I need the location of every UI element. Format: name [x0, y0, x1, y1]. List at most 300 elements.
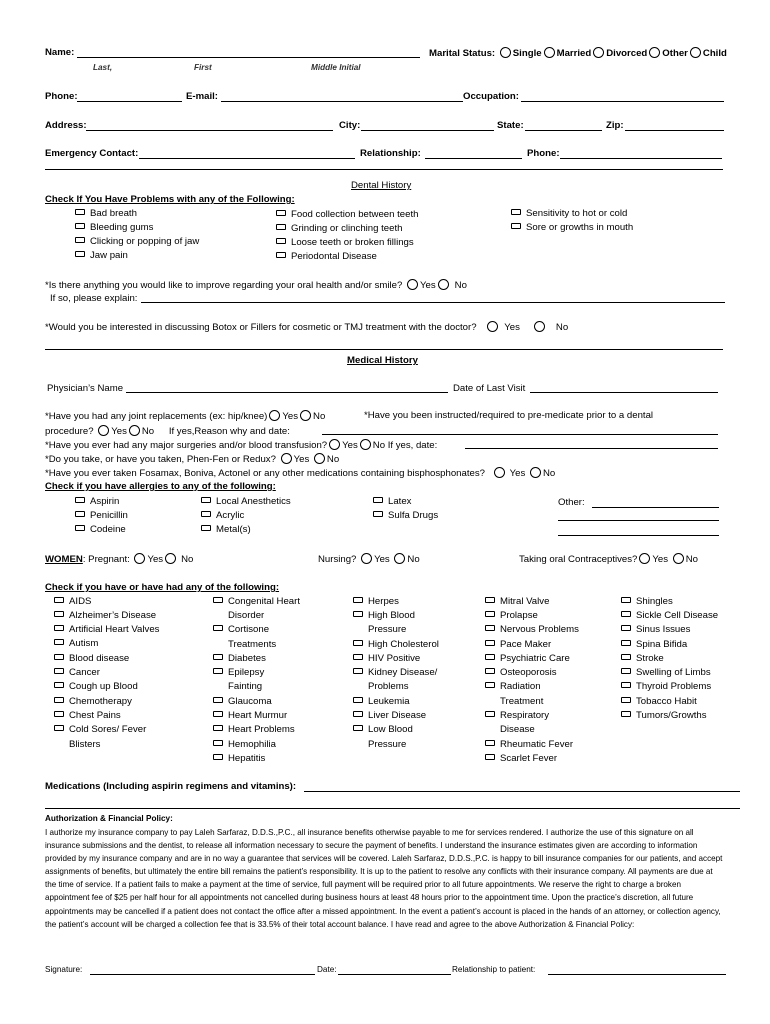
section-divider — [45, 349, 723, 350]
checkbox[interactable] — [276, 252, 286, 258]
condition-label: Cold Sores/ Fever — [69, 724, 147, 735]
condition-label: Cancer — [69, 667, 100, 678]
nursing-question — [318, 554, 420, 565]
checkbox[interactable] — [511, 223, 521, 229]
divorced-radio[interactable] — [593, 47, 604, 58]
checkbox[interactable] — [485, 640, 495, 646]
marital-status — [429, 48, 727, 59]
condition-label: Spina Bifida — [636, 639, 688, 650]
checkbox[interactable] — [75, 209, 85, 215]
condition-item[interactable] — [353, 597, 399, 607]
no-label: No — [326, 454, 340, 466]
last-name-caption: Last, — [93, 63, 113, 72]
medical-history-title: Medical History — [347, 355, 418, 366]
single-label: Single — [512, 48, 542, 60]
checkbox[interactable] — [511, 209, 521, 215]
occupation-field[interactable] — [521, 101, 724, 102]
condition-label: Heart Problems — [228, 724, 295, 735]
checkbox[interactable] — [213, 740, 223, 746]
checkbox[interactable] — [54, 611, 64, 617]
address-field[interactable] — [86, 130, 333, 131]
condition-label: Stroke — [636, 653, 664, 664]
checkbox[interactable] — [213, 725, 223, 731]
yes-label: Yes — [282, 411, 299, 423]
phen-no-radio[interactable] — [314, 453, 325, 464]
condition-label: Hepatitis — [228, 753, 266, 764]
dental-item[interactable] — [511, 223, 633, 233]
fosamax-yes-radio[interactable] — [494, 467, 505, 478]
fosamax-no-radio[interactable] — [530, 467, 541, 478]
condition-item[interactable] — [213, 725, 295, 735]
other-label: Other — [662, 48, 688, 60]
name-label: Name: — [45, 47, 75, 58]
condition-label-continued: Disorder — [228, 610, 265, 621]
yes-label: Yes — [504, 322, 520, 334]
condition-label: Sinus Issues — [636, 624, 691, 635]
surgery-date-field[interactable] — [465, 448, 718, 449]
date-field[interactable] — [338, 974, 451, 975]
checkbox[interactable] — [485, 597, 495, 603]
condition-item[interactable] — [485, 668, 557, 678]
condition-label-continued: Treatments — [228, 639, 277, 650]
checkbox[interactable] — [213, 668, 223, 674]
checkbox[interactable] — [75, 223, 85, 229]
improve-question-text: *Is there anything you would like to improve regarding your oral health and/or smile? — [45, 280, 403, 292]
emergency-contact-field[interactable] — [139, 158, 355, 159]
procedure-row — [45, 426, 290, 437]
if-yes-date-label: If yes, date: — [387, 440, 438, 452]
allergy-item[interactable] — [373, 497, 411, 507]
condition-item[interactable] — [621, 640, 687, 650]
checkbox[interactable] — [621, 668, 631, 674]
condition-label: Tumors/Growths — [636, 710, 707, 721]
condition-label: Epilepsy — [228, 667, 265, 678]
allergy-item[interactable] — [201, 497, 291, 507]
dental-item[interactable] — [511, 209, 627, 219]
condition-item[interactable] — [485, 640, 551, 650]
condition-item[interactable] — [54, 639, 98, 649]
date-label: Date: — [317, 965, 337, 974]
condition-label: Artificial Heart Valves — [69, 624, 160, 635]
contraceptives-yes-radio[interactable] — [639, 553, 650, 564]
botox-question-text: *Would you be interested in discussing Botox or Fillers for cosmetic or TMJ treatment with the doctor? — [45, 322, 477, 334]
condition-label: Rheumatic Fever — [500, 739, 574, 750]
checkbox[interactable] — [353, 668, 363, 674]
condition-item[interactable] — [54, 654, 129, 664]
condition-label: Osteoporosis — [500, 667, 557, 678]
zip-label: Zip: — [606, 120, 624, 131]
phen-question-text: *Do you take, or have you taken, Phen-Fen or Redux? — [45, 454, 276, 466]
relationship-to-patient-label: Relationship to patient: — [452, 965, 536, 974]
checkbox[interactable] — [276, 224, 286, 230]
checkbox[interactable] — [353, 611, 363, 617]
condition-label: Glaucoma — [228, 696, 272, 707]
checkbox[interactable] — [213, 754, 223, 760]
fosamax-question-text: *Have you ever taken Fosamax, Boniva, Actonel or any other medications containing bisphosphonates? — [45, 468, 485, 480]
condition-label: Nervous Problems — [500, 624, 579, 635]
dental-history-title: Dental History — [351, 180, 412, 191]
allergy-item-label: Sulfa Drugs — [388, 510, 439, 521]
other-allergy-label: Other: — [558, 497, 585, 508]
condition-label: Heart Murmur — [228, 710, 288, 721]
checkbox[interactable] — [75, 237, 85, 243]
condition-label: Low Blood — [368, 724, 413, 735]
checkbox[interactable] — [353, 725, 363, 731]
checkbox[interactable] — [54, 711, 64, 717]
checkbox[interactable] — [54, 668, 64, 674]
checkbox[interactable] — [621, 654, 631, 660]
medications-label: Medications (Including aspirin regimens and vitamins): — [45, 781, 297, 792]
condition-item[interactable] — [213, 711, 287, 721]
dental-item-label: Bad breath — [90, 208, 137, 219]
last-visit-field[interactable] — [530, 392, 718, 393]
dental-item-label: Sore or growths in mouth — [526, 222, 634, 233]
condition-item[interactable] — [213, 697, 272, 707]
joint-no-radio[interactable] — [300, 410, 311, 421]
checkbox[interactable] — [485, 668, 495, 674]
condition-label: Autism — [69, 638, 99, 649]
allergy-item[interactable] — [75, 511, 128, 521]
condition-label: Radiation — [500, 681, 541, 692]
medications-field[interactable] — [304, 791, 740, 792]
condition-item[interactable] — [621, 682, 711, 692]
condition-item[interactable] — [621, 654, 664, 664]
checkbox[interactable] — [54, 639, 64, 645]
condition-label: HIV Positive — [368, 653, 421, 664]
premed-no-radio[interactable] — [129, 425, 140, 436]
last-visit-label: Date of Last Visit — [453, 383, 526, 394]
policy-title: Authorization & Financial Policy: — [45, 814, 173, 823]
checkbox[interactable] — [373, 497, 383, 503]
checkbox[interactable] — [213, 597, 223, 603]
allergy-item[interactable] — [201, 525, 251, 535]
joint-question — [45, 411, 325, 422]
checkbox[interactable] — [213, 697, 223, 703]
condition-label: Sickle Cell Disease — [636, 610, 719, 621]
condition-label: High Cholesterol — [368, 639, 439, 650]
checkbox[interactable] — [621, 697, 631, 703]
reason-field[interactable] — [322, 434, 718, 435]
physician-field[interactable] — [126, 392, 448, 393]
condition-item[interactable] — [353, 640, 439, 650]
explain-label: If so, please explain: — [50, 293, 138, 304]
condition-item[interactable] — [485, 754, 557, 764]
dental-item-label: Food collection between teeth — [291, 209, 419, 220]
nursing-label: Nursing? — [318, 554, 357, 566]
condition-item[interactable] — [621, 697, 697, 707]
nursing-yes-radio[interactable] — [361, 553, 372, 564]
allergy-item[interactable] — [75, 525, 126, 535]
allergy-item-label: Metal(s) — [216, 524, 251, 535]
condition-item[interactable] — [213, 597, 300, 607]
pregnant-no-radio[interactable] — [165, 553, 176, 564]
condition-item[interactable] — [485, 682, 541, 692]
dental-item[interactable] — [276, 252, 377, 262]
checkbox[interactable] — [276, 238, 286, 244]
improve-yes-radio[interactable] — [407, 279, 418, 290]
condition-label: Psychiatric Care — [500, 653, 570, 664]
checkbox[interactable] — [75, 497, 85, 503]
dental-item[interactable] — [276, 238, 414, 248]
condition-item[interactable] — [54, 725, 146, 735]
checkbox[interactable] — [75, 525, 85, 531]
procedure-label: procedure? — [45, 426, 94, 438]
dental-item-label: Grinding or clinching teeth — [291, 223, 403, 234]
married-radio[interactable] — [544, 47, 555, 58]
surgery-yes-radio[interactable] — [329, 439, 340, 450]
no-label: No — [542, 468, 556, 480]
fosamax-question — [45, 468, 555, 479]
address-label: Address: — [45, 120, 87, 131]
condition-item[interactable] — [353, 725, 413, 735]
explain-field[interactable] — [141, 302, 725, 303]
checkbox[interactable] — [54, 597, 64, 603]
name-field[interactable] — [77, 57, 420, 58]
allergy-item[interactable] — [373, 511, 438, 521]
surgery-question-text: *Have you ever had any major surgeries and/or blood transfusion? — [45, 440, 328, 452]
zip-field[interactable] — [625, 130, 724, 131]
married-label: Married — [556, 48, 592, 60]
checkbox[interactable] — [621, 711, 631, 717]
phen-yes-radio[interactable] — [281, 453, 292, 464]
first-name-caption: First — [194, 63, 212, 72]
occupation-label: Occupation: — [463, 91, 519, 102]
condition-item[interactable] — [54, 711, 121, 721]
dental-item[interactable] — [75, 209, 137, 219]
pregnant-question — [45, 554, 193, 565]
email-field[interactable] — [221, 101, 463, 102]
checkbox[interactable] — [75, 511, 85, 517]
allergy-item-label: Acrylic — [216, 510, 245, 521]
condition-label: Chemotherapy — [69, 696, 132, 707]
no-label: No — [372, 440, 386, 452]
condition-item[interactable] — [213, 625, 269, 635]
checkbox[interactable] — [485, 740, 495, 746]
medications-field-2[interactable] — [45, 808, 740, 809]
improve-no-radio[interactable] — [438, 279, 449, 290]
dental-item-label: Sensitivity to hot or cold — [526, 208, 628, 219]
checkbox[interactable] — [621, 611, 631, 617]
checkbox[interactable] — [485, 611, 495, 617]
checkbox[interactable] — [353, 640, 363, 646]
condition-item[interactable] — [353, 668, 437, 678]
condition-item[interactable] — [54, 668, 100, 678]
pregnant-yes-radio[interactable] — [134, 553, 145, 564]
conditions-label: Check if you have or have had any of the following: — [45, 582, 280, 593]
premed-yes-radio[interactable] — [98, 425, 109, 436]
allergy-item-label: Latex — [388, 496, 412, 507]
condition-item[interactable] — [54, 611, 156, 621]
checkbox[interactable] — [201, 511, 211, 517]
phone-field[interactable] — [77, 101, 182, 102]
checkbox[interactable] — [54, 654, 64, 660]
yes-label: Yes — [342, 440, 358, 452]
checkbox[interactable] — [485, 625, 495, 631]
contraceptives-question — [519, 554, 698, 565]
checkbox[interactable] — [213, 625, 223, 631]
condition-label: Scarlet Fever — [500, 753, 558, 764]
condition-item[interactable] — [353, 711, 426, 721]
condition-item[interactable] — [353, 611, 415, 621]
condition-label: Congenital Heart — [228, 596, 300, 607]
state-label: State: — [497, 120, 524, 131]
botox-question — [45, 322, 568, 333]
allergy-item[interactable] — [201, 511, 244, 521]
signature-field[interactable] — [90, 974, 315, 975]
other-allergy-field-2[interactable] — [558, 520, 719, 521]
women-label: WOMEN — [45, 554, 83, 566]
condition-item[interactable] — [213, 754, 265, 764]
dental-item[interactable] — [75, 223, 153, 233]
dental-item-label: Bleeding gums — [90, 222, 154, 233]
child-radio[interactable] — [690, 47, 701, 58]
section-divider — [45, 169, 723, 170]
emergency-phone-field[interactable] — [560, 158, 722, 159]
pregnant-label: : Pregnant: — [82, 554, 130, 566]
condition-label: Herpes — [368, 596, 399, 607]
condition-item[interactable] — [213, 740, 276, 750]
joint-question-text: *Have you had any joint replacements (ex: hip/knee) — [45, 411, 268, 423]
botox-no-radio[interactable] — [534, 321, 545, 332]
condition-item[interactable] — [54, 697, 132, 707]
allergy-label: Check if you have allergies to any of the following: — [45, 481, 276, 492]
yes-label: Yes — [111, 426, 127, 438]
checkbox[interactable] — [485, 654, 495, 660]
checkbox[interactable] — [353, 654, 363, 660]
dental-item[interactable] — [75, 237, 199, 247]
other-radio[interactable] — [649, 47, 660, 58]
condition-item[interactable] — [54, 625, 159, 635]
no-label: No — [555, 322, 569, 334]
checkbox[interactable] — [276, 210, 286, 216]
yes-label: Yes — [293, 454, 310, 466]
condition-item[interactable] — [353, 654, 420, 664]
condition-label-continued: Pressure — [368, 624, 407, 635]
child-label: Child — [702, 48, 727, 60]
premed-question: *Have you been instructed/required to pre-medicate prior to a dental — [364, 410, 654, 421]
condition-item[interactable] — [54, 597, 91, 607]
allergy-item-label: Local Anesthetics — [216, 496, 291, 507]
condition-label: Liver Disease — [368, 710, 427, 721]
checkbox[interactable] — [373, 511, 383, 517]
checkbox[interactable] — [621, 597, 631, 603]
dental-item[interactable] — [276, 210, 418, 220]
condition-item[interactable] — [353, 697, 410, 707]
checkbox[interactable] — [353, 697, 363, 703]
condition-item[interactable] — [485, 611, 538, 621]
condition-item[interactable] — [485, 597, 549, 607]
divorced-label: Divorced — [606, 48, 648, 60]
other-allergy-field-3[interactable] — [558, 535, 719, 536]
condition-label: Respiratory — [500, 710, 550, 721]
no-label: No — [181, 554, 194, 566]
yes-label: Yes — [509, 468, 526, 480]
relationship-to-patient-field[interactable] — [548, 974, 726, 975]
condition-item[interactable] — [54, 682, 138, 692]
condition-label-continued: Treatment — [500, 696, 544, 707]
condition-label: Tobacco Habit — [636, 696, 697, 707]
checkbox[interactable] — [621, 625, 631, 631]
emergency-contact-label: Emergency Contact: — [45, 148, 139, 159]
checkbox[interactable] — [54, 625, 64, 631]
dental-item-label: Clicking or popping of jaw — [90, 236, 200, 247]
checkbox[interactable] — [621, 640, 631, 646]
relationship-field[interactable] — [425, 158, 522, 159]
condition-label: Alzheimer’s Disease — [69, 610, 157, 621]
checkbox[interactable] — [213, 711, 223, 717]
condition-item[interactable] — [213, 668, 264, 678]
phen-question — [45, 454, 339, 465]
contraceptives-no-radio[interactable] — [673, 553, 684, 564]
checkbox[interactable] — [353, 711, 363, 717]
botox-yes-radio[interactable] — [487, 321, 498, 332]
dental-item[interactable] — [75, 251, 128, 261]
condition-label: Chest Pains — [69, 710, 121, 721]
condition-label: Shingles — [636, 596, 673, 607]
policy-text: I authorize my insurance company to pay Laleh Sarfaraz, D.D.S.,P.C., all insurance benefits otherwise payable to me for services rendered. I authorize the use of this signature on all insurance submissions and the dentist, to release all information necessary to secure the payment of benefits. I understand the insurance estimates given are according to information provided by my insurance company and are in no way a guarantee that services will be covered. Laleh Sarfaraz, D.D.S.,P.C. is happy to bill insurance companies for our patients, and accept assignments of benefits, but ultimately the entire bill remains the patient’s responsibility. It is up to the patient to resolve any conflicts with their insurance company. All payments are due at the time of service. If a patient fails to make a payment at the time of service, full payment will be required prior to all future appointments. We reserve the right to charge a broken appointment fee of $25 per half hour for all appointments not cancelled during business hours at least 48 hours prior to the appointment time. Upon the practice’s discretion, all future appointments may be cancelled if a patient does not contact the office after a missed appointment. In the event a patient’s account is placed in the hands of an attorney, or collection agency, the patient’s account will be charged a collection fee that is 33.5% of their total account balance. I have read and agree to the above Authorization & Financial Policy: — [45, 828, 723, 929]
condition-item[interactable] — [621, 625, 690, 635]
checkbox[interactable] — [54, 725, 64, 731]
condition-label: Diabetes — [228, 653, 266, 664]
checkbox[interactable] — [54, 682, 64, 688]
condition-item[interactable] — [621, 597, 673, 607]
condition-item[interactable] — [621, 668, 711, 678]
condition-label: Leukemia — [368, 696, 410, 707]
condition-label-continued: Fainting — [228, 681, 263, 692]
condition-label: Swelling of Limbs — [636, 667, 711, 678]
condition-item[interactable] — [485, 625, 579, 635]
checkbox[interactable] — [485, 754, 495, 760]
dental-item-label: Jaw pain — [90, 250, 128, 261]
state-field[interactable] — [525, 130, 602, 131]
checkbox[interactable] — [621, 682, 631, 688]
condition-item[interactable] — [213, 654, 266, 664]
surgery-no-radio[interactable] — [360, 439, 371, 450]
contraceptives-label: Taking oral Contraceptives? — [519, 554, 638, 566]
checkbox[interactable] — [54, 697, 64, 703]
checkbox[interactable] — [353, 597, 363, 603]
yes-label: Yes — [652, 554, 669, 566]
surgery-question — [45, 440, 437, 451]
yes-label: Yes — [147, 554, 164, 566]
condition-item[interactable] — [485, 654, 570, 664]
condition-item[interactable] — [621, 611, 718, 621]
checkbox[interactable] — [75, 251, 85, 257]
city-field[interactable] — [361, 130, 494, 131]
condition-item[interactable] — [485, 711, 549, 721]
condition-label: High Blood — [368, 610, 415, 621]
nursing-no-radio[interactable] — [394, 553, 405, 564]
checkbox[interactable] — [213, 654, 223, 660]
no-label: No — [313, 411, 326, 423]
checkbox[interactable] — [201, 497, 211, 503]
dental-item[interactable] — [276, 224, 402, 234]
no-label: No — [407, 554, 420, 566]
allergy-item[interactable] — [75, 497, 119, 507]
condition-label: Kidney Disease/ — [368, 667, 438, 678]
condition-item[interactable] — [621, 711, 707, 721]
joint-yes-radio[interactable] — [269, 410, 280, 421]
single-radio[interactable] — [500, 47, 511, 58]
checkbox[interactable] — [201, 525, 211, 531]
other-allergy-field[interactable] — [592, 507, 719, 508]
checkbox[interactable] — [485, 711, 495, 717]
condition-item[interactable] — [485, 740, 573, 750]
city-label: City: — [339, 120, 361, 131]
condition-label: Cough up Blood — [69, 681, 138, 692]
checkbox[interactable] — [485, 682, 495, 688]
allergy-item-label: Penicillin — [90, 510, 128, 521]
